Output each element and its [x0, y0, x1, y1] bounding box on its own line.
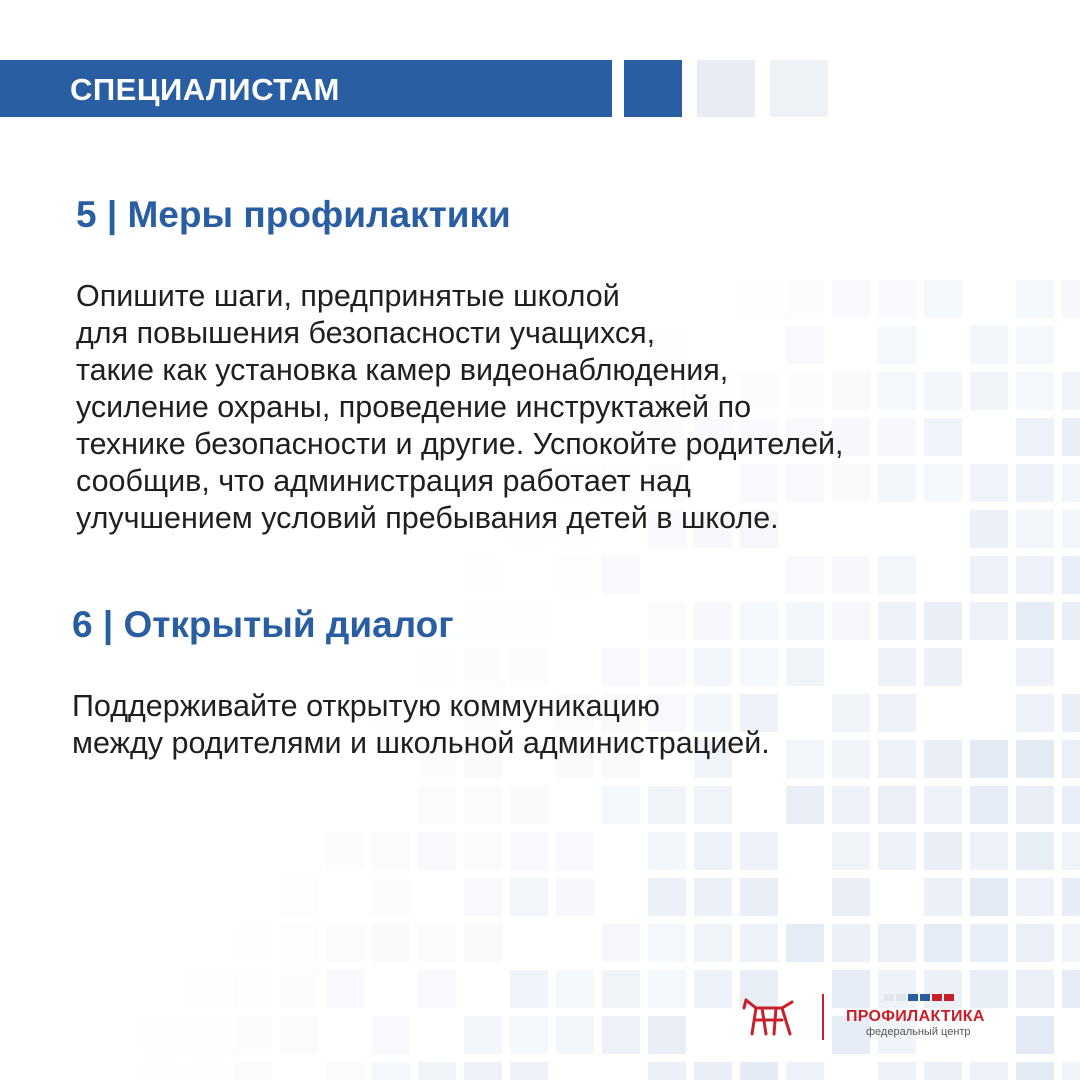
pattern-square — [464, 602, 502, 640]
pattern-square — [326, 970, 364, 1008]
pattern-square — [970, 1062, 1008, 1080]
pattern-square — [970, 556, 1008, 594]
pattern-square — [694, 648, 732, 686]
pattern-square — [142, 970, 180, 1008]
pattern-square — [970, 832, 1008, 870]
pattern-square — [740, 1062, 778, 1080]
pattern-square — [970, 602, 1008, 640]
pattern-square — [1016, 556, 1054, 594]
pattern-square — [878, 740, 916, 778]
pattern-square — [878, 602, 916, 640]
pattern-square — [602, 970, 640, 1008]
pattern-square — [832, 786, 870, 824]
pattern-square — [188, 1016, 226, 1054]
pattern-square — [188, 1062, 226, 1080]
pattern-square — [648, 602, 686, 640]
pattern-square — [740, 832, 778, 870]
pattern-square — [602, 924, 640, 962]
pattern-square — [418, 648, 456, 686]
pattern-square — [326, 832, 364, 870]
pattern-square — [556, 556, 594, 594]
pattern-square — [924, 602, 962, 640]
body-line: между родителями и школьной администрацией. — [72, 726, 770, 760]
header-square-blue — [624, 60, 682, 117]
pattern-square — [418, 832, 456, 870]
pattern-square — [326, 924, 364, 962]
pattern-square — [648, 832, 686, 870]
body-line: Поддерживайте открытую коммуникацию — [72, 689, 660, 723]
pattern-square — [786, 1062, 824, 1080]
pattern-square — [556, 832, 594, 870]
pattern-square — [372, 832, 410, 870]
pattern-square — [924, 740, 962, 778]
pattern-square — [142, 1062, 180, 1080]
profilaktika-logo — [740, 990, 1010, 1050]
pattern-square — [970, 510, 1008, 548]
pattern-square — [970, 878, 1008, 916]
pattern-square — [878, 418, 916, 456]
pattern-square — [556, 970, 594, 1008]
pattern-square — [372, 1062, 410, 1080]
pattern-square — [648, 648, 686, 686]
pattern-square — [510, 970, 548, 1008]
pattern-square — [648, 1062, 686, 1080]
pattern-square — [878, 786, 916, 824]
pattern-square — [1062, 924, 1080, 962]
pattern-square — [1016, 464, 1054, 502]
pattern-square — [878, 832, 916, 870]
pattern-square — [510, 1062, 548, 1080]
pattern-square — [1062, 372, 1080, 410]
pattern-square — [418, 786, 456, 824]
section-body-dialog — [72, 688, 770, 762]
pattern-square — [1062, 556, 1080, 594]
pattern-square — [1062, 832, 1080, 870]
pattern-square — [740, 648, 778, 686]
pattern-square — [1062, 694, 1080, 732]
pattern-square — [694, 924, 732, 962]
pattern-square — [280, 924, 318, 962]
pattern-square — [1016, 740, 1054, 778]
pattern-square — [142, 1016, 180, 1054]
pattern-square — [326, 1062, 364, 1080]
pattern-square — [464, 878, 502, 916]
pattern-square — [786, 740, 824, 778]
pattern-square — [464, 924, 502, 962]
pattern-square — [418, 1062, 456, 1080]
pattern-square — [832, 694, 870, 732]
pattern-square — [878, 648, 916, 686]
pattern-square — [372, 1016, 410, 1054]
pattern-square — [464, 1062, 502, 1080]
pattern-square — [280, 1016, 318, 1054]
logo-divider — [822, 994, 824, 1040]
pattern-square — [510, 878, 548, 916]
pattern-square — [602, 1016, 640, 1054]
pattern-square — [924, 1062, 962, 1080]
section-body-prevention — [76, 278, 843, 537]
pattern-square — [970, 740, 1008, 778]
pattern-square — [1016, 832, 1054, 870]
logo-name: ПРОФИЛАКТИКА — [846, 1008, 985, 1025]
pattern-square — [372, 924, 410, 962]
pattern-square — [1016, 372, 1054, 410]
pattern-square — [234, 1062, 272, 1080]
pattern-square — [1016, 786, 1054, 824]
pattern-square — [1016, 326, 1054, 364]
pattern-square — [924, 786, 962, 824]
header-square-light — [697, 60, 755, 117]
pattern-square — [602, 786, 640, 824]
pattern-square — [464, 648, 502, 686]
body-line: технике безопасности и другие. Успокойте родителей, — [76, 427, 844, 461]
pattern-square — [1016, 924, 1054, 962]
pattern-square — [786, 786, 824, 824]
pattern-square — [1016, 648, 1054, 686]
body-line: сообщив, что администрация работает над — [76, 464, 691, 498]
pattern-square — [1062, 280, 1080, 318]
pattern-square — [970, 924, 1008, 962]
pattern-square — [924, 280, 962, 318]
pattern-square — [1016, 510, 1054, 548]
pattern-square — [924, 924, 962, 962]
body-line: усиление охраны, проведение инструктажей по — [76, 390, 752, 424]
pattern-square — [924, 878, 962, 916]
pattern-square — [1062, 602, 1080, 640]
pattern-square — [234, 924, 272, 962]
pattern-square — [234, 832, 272, 870]
pattern-square — [510, 602, 548, 640]
pattern-square — [970, 372, 1008, 410]
section-heading-dialog: 6 | Открытый диалог — [72, 604, 454, 645]
pattern-square — [970, 786, 1008, 824]
pattern-square — [740, 924, 778, 962]
logo-subtitle: федеральный центр — [866, 1026, 971, 1038]
pattern-square — [832, 924, 870, 962]
section-heading-prevention: 5 | Меры профилактики — [76, 194, 511, 235]
body-line: такие как установка камер видеонаблюдения, — [76, 353, 729, 387]
pattern-square — [924, 648, 962, 686]
pattern-square — [418, 924, 456, 962]
pattern-square — [924, 464, 962, 502]
pattern-square — [878, 372, 916, 410]
pattern-square — [464, 1016, 502, 1054]
pattern-square — [924, 832, 962, 870]
pattern-square — [878, 556, 916, 594]
pattern-square — [1062, 786, 1080, 824]
pattern-square — [648, 1016, 686, 1054]
pattern-square — [464, 786, 502, 824]
pattern-square — [694, 970, 732, 1008]
header-title: СПЕЦИАЛИСТАМ — [70, 72, 340, 107]
pattern-square — [556, 1016, 594, 1054]
pattern-square — [280, 878, 318, 916]
pattern-square — [602, 556, 640, 594]
pattern-square — [878, 1062, 916, 1080]
pattern-square — [1016, 694, 1054, 732]
pattern-square — [694, 786, 732, 824]
pattern-square — [1062, 418, 1080, 456]
pattern-square — [694, 1062, 732, 1080]
pattern-square — [878, 326, 916, 364]
body-line: для повышения безопасности учащихся, — [76, 316, 656, 350]
pattern-square — [832, 878, 870, 916]
pattern-square — [510, 1016, 548, 1054]
pattern-square — [1016, 602, 1054, 640]
pattern-square — [832, 832, 870, 870]
pattern-square — [1016, 1016, 1054, 1054]
pattern-square — [1062, 970, 1080, 1008]
pattern-square — [1062, 740, 1080, 778]
pattern-square — [188, 970, 226, 1008]
pattern-square — [878, 924, 916, 962]
pattern-square — [648, 970, 686, 1008]
pattern-square — [464, 832, 502, 870]
pattern-square — [510, 648, 548, 686]
pattern-square — [832, 740, 870, 778]
pattern-square — [648, 878, 686, 916]
pattern-square — [786, 602, 824, 640]
pattern-square — [556, 878, 594, 916]
pattern-square — [878, 280, 916, 318]
pattern-square — [740, 602, 778, 640]
pattern-square — [510, 786, 548, 824]
pattern-square — [510, 832, 548, 870]
pattern-square — [234, 1016, 272, 1054]
pattern-square — [694, 832, 732, 870]
body-line: Опишите шаги, предпринятые школой — [76, 279, 620, 313]
pattern-square — [970, 326, 1008, 364]
pattern-square — [1016, 1062, 1054, 1080]
pattern-square — [1062, 464, 1080, 502]
body-line: улучшением условий пребывания детей в школе. — [76, 501, 779, 535]
header-square-lighter — [770, 60, 828, 117]
horse-emblem-icon — [740, 994, 800, 1040]
pattern-square — [1062, 1062, 1080, 1080]
pattern-square — [648, 924, 686, 962]
pattern-square — [464, 556, 502, 594]
pattern-square — [786, 648, 824, 686]
pattern-square — [1062, 510, 1080, 548]
pattern-square — [786, 556, 824, 594]
pattern-square — [924, 418, 962, 456]
pattern-square — [832, 556, 870, 594]
pattern-square — [924, 372, 962, 410]
pattern-square — [740, 878, 778, 916]
pattern-square — [234, 970, 272, 1008]
pattern-square — [648, 786, 686, 824]
pattern-square — [1016, 280, 1054, 318]
pattern-square — [786, 924, 824, 962]
pattern-square — [694, 878, 732, 916]
pattern-square — [970, 464, 1008, 502]
pattern-square — [372, 648, 410, 686]
pattern-square — [1062, 878, 1080, 916]
pattern-square — [878, 464, 916, 502]
pattern-square — [832, 602, 870, 640]
pattern-square — [1016, 418, 1054, 456]
pattern-square — [372, 878, 410, 916]
pattern-square — [878, 694, 916, 732]
pattern-square — [280, 970, 318, 1008]
pattern-square — [694, 602, 732, 640]
pattern-square — [1016, 878, 1054, 916]
pattern-square — [602, 648, 640, 686]
pattern-square — [418, 970, 456, 1008]
pattern-square — [1016, 970, 1054, 1008]
